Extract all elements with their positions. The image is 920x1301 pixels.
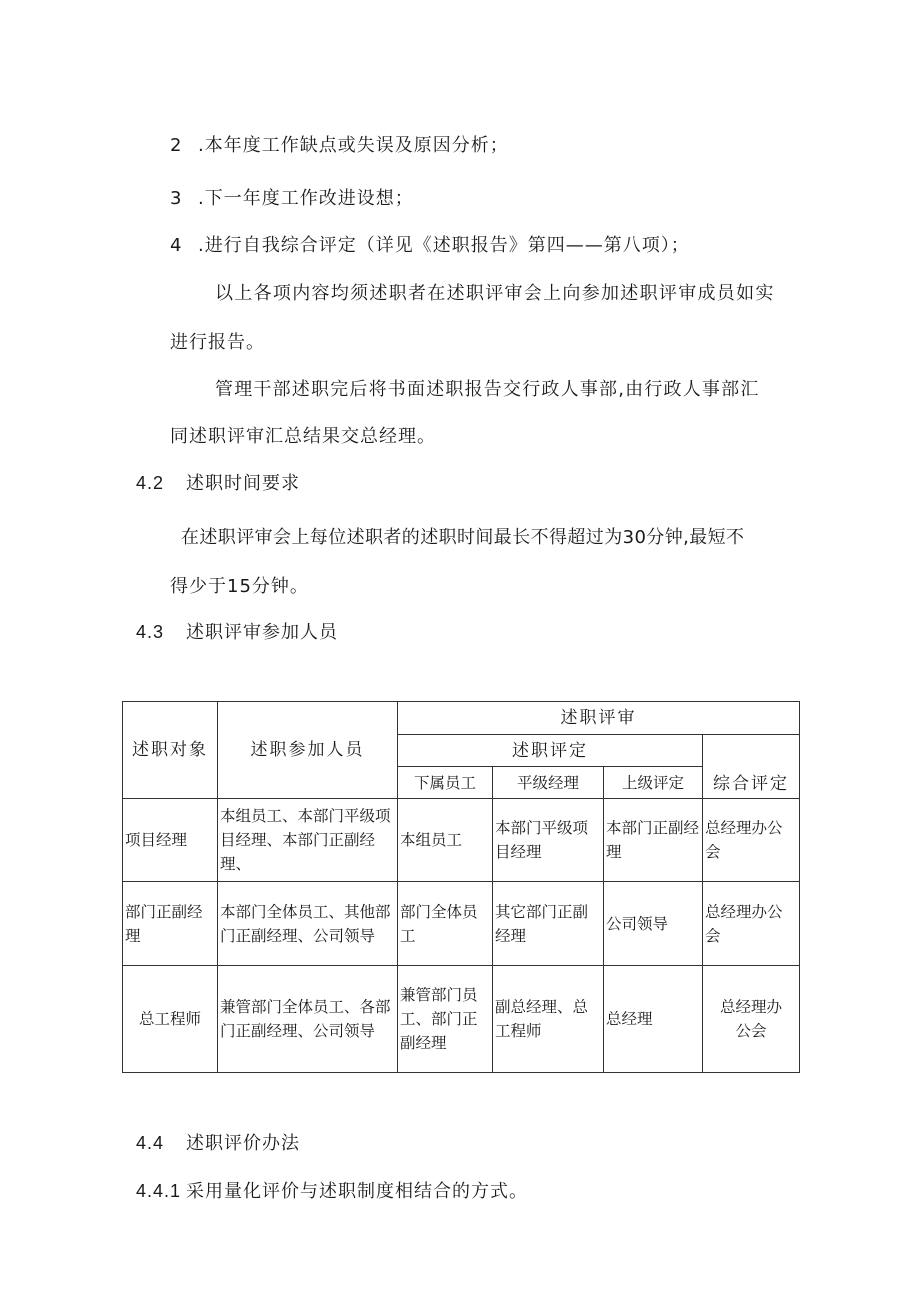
list-item-text: .进行自我综合评定（详见《述职报告》第四——第八项）； [198,235,690,256]
cell-participants: 本组员工、本部门平级项目经理、本部门正副经理、 [218,799,398,882]
header-review-object: 述职对象 [123,702,218,799]
cell-superior: 本部门正副经理 [604,799,703,882]
cell-overall: 总经理办公会 [703,799,800,882]
section-title: 述职评审参加人员 [186,622,338,643]
cell-object: 部门正副经理 [123,882,218,966]
section-number: 4.4 [136,1133,165,1153]
cell-superior: 公司领导 [604,882,703,966]
header-superior-evaluation: 上级评定 [604,767,703,799]
header-peer-manager: 平级经理 [493,767,604,799]
cell-superior: 总经理 [604,966,703,1073]
section-heading-4-4-1 [136,1177,528,1203]
header-evaluation-group: 述职评定 [398,735,703,767]
cell-subordinate: 本组员工 [398,799,493,882]
section-number: 4.4.1 [136,1181,182,1201]
section-heading-4-3 [136,618,338,644]
list-item-number: 2 [170,135,183,156]
cell-subordinate: 部门全体员工 [398,882,493,966]
header-overall-evaluation: 综合评定 [703,735,800,799]
table-row [123,799,800,882]
list-item-3 [170,184,414,210]
paragraph-submission-line-2: 同述职评审汇总结果交总经理。 [170,426,436,447]
paragraph-time-line-2: 得少于15分钟。 [170,576,309,597]
paragraph-submission-line-1: 管理干部述职完后将书面述职报告交行政人事部,由行政人事部汇 [215,379,760,400]
list-item-number: 3 [170,188,183,209]
section-heading-4-4 [136,1129,300,1155]
cell-peer: 本部门平级项目经理 [493,799,604,882]
list-item-number: 4 [170,235,183,256]
list-item-text: .下一年度工作改进设想； [198,188,414,209]
section-number: 4.2 [136,473,165,493]
review-participants-table [122,701,800,1073]
section-number: 4.3 [136,622,165,642]
cell-participants: 兼管部门全体员工、各部门正副经理、公司领导 [218,966,398,1073]
cell-object: 总工程师 [123,966,218,1073]
section-heading-4-2 [136,469,300,495]
section-title: 述职评价办法 [186,1133,300,1154]
paragraph-report-line-2: 进行报告。 [170,332,265,353]
paragraph-time-line-1: 在述职评审会上每位述职者的述职时间最长不得超过为30分钟,最短不 [181,527,745,548]
list-item-2 [170,131,509,157]
cell-overall: 总经理办公会 [703,882,800,966]
table-row [123,882,800,966]
header-participants: 述职参加人员 [218,702,398,799]
cell-participants: 本部门全体员工、其他部门正副经理、公司领导 [218,882,398,966]
cell-peer: 其它部门正副经理 [493,882,604,966]
list-item-text: .本年度工作缺点或失误及原因分析； [198,135,509,156]
cell-peer: 副总经理、总工程师 [493,966,604,1073]
cell-subordinate: 兼管部门员工、部门正副经理 [398,966,493,1073]
header-subordinate: 下属员工 [398,767,493,799]
list-item-4 [170,231,690,257]
table-row [123,966,800,1073]
cell-object: 项目经理 [123,799,218,882]
header-review-group: 述职评审 [398,702,800,735]
cell-overall: 总经理办公会 [703,966,800,1073]
section-title: 述职时间要求 [186,473,300,494]
paragraph-report-line-1: 以上各项内容均须述职者在述职评审会上向参加述职评审成员如实 [215,283,775,304]
section-title: 采用量化评价与述职制度相结合的方式。 [186,1181,528,1202]
